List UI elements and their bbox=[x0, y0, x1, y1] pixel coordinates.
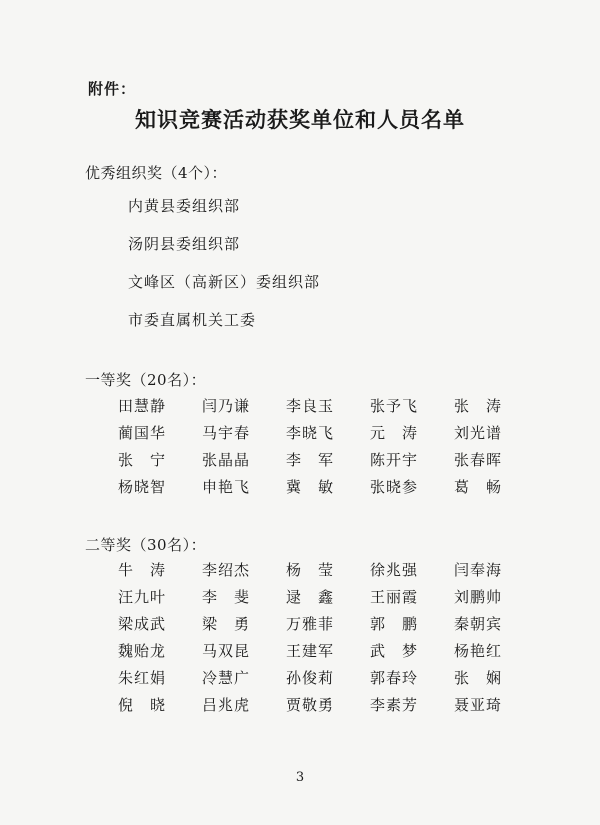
awardee-name: 张晶晶 bbox=[202, 451, 251, 469]
awardee-name: 王建军 bbox=[286, 642, 335, 660]
awardee-name: 葛 畅 bbox=[454, 478, 503, 496]
first-prize-names bbox=[118, 393, 518, 501]
organization-award-item: 汤阴县委组织部 bbox=[128, 235, 241, 253]
awardee-name: 聂亚琦 bbox=[454, 696, 503, 714]
awardee-name: 申艳飞 bbox=[202, 478, 251, 496]
awardee-name: 田慧静 bbox=[118, 397, 167, 415]
organization-award-item: 市委直属机关工委 bbox=[128, 311, 257, 329]
awardee-name: 倪 晓 bbox=[118, 696, 167, 714]
awardee-name: 梁 勇 bbox=[202, 615, 251, 633]
awardee-name: 汪九叶 bbox=[118, 588, 167, 606]
awardee-name: 武 梦 bbox=[370, 642, 419, 660]
awardee-name: 张 涛 bbox=[454, 397, 503, 415]
awardee-name: 李素芳 bbox=[370, 696, 419, 714]
awardee-name: 陈开宇 bbox=[370, 451, 419, 469]
awardee-name: 李 军 bbox=[286, 451, 335, 469]
awardee-name: 杨艳红 bbox=[454, 642, 503, 660]
awardee-name: 李良玉 bbox=[286, 397, 335, 415]
awardee-name: 李晓飞 bbox=[286, 424, 335, 442]
awardee-name: 马双昆 bbox=[202, 642, 251, 660]
awardee-name: 牛 涛 bbox=[118, 561, 167, 579]
awardee-name: 冷慧广 bbox=[202, 669, 251, 687]
awardee-name: 梁成武 bbox=[118, 615, 167, 633]
awardee-name: 张 娴 bbox=[454, 669, 503, 687]
awardee-name: 张春晖 bbox=[454, 451, 503, 469]
awardee-name: 杨 莹 bbox=[286, 561, 335, 579]
organization-award-heading: 优秀组织奖（4个）： bbox=[85, 164, 228, 182]
first-prize-heading: 一等奖（20名）： bbox=[85, 371, 207, 389]
awardee-name: 蔺国华 bbox=[118, 424, 167, 442]
awardee-name: 孙俊莉 bbox=[286, 669, 335, 687]
awardee-name: 张 宁 bbox=[118, 451, 167, 469]
awardee-name: 吕兆虎 bbox=[202, 696, 251, 714]
awardee-name: 闫奉海 bbox=[454, 561, 503, 579]
awardee-name: 元 涛 bbox=[370, 424, 419, 442]
awardee-name: 李 斐 bbox=[202, 588, 251, 606]
awardee-name: 闫乃谦 bbox=[202, 397, 251, 415]
awardee-name: 郭 鹏 bbox=[370, 615, 419, 633]
awardee-name: 逯 鑫 bbox=[286, 588, 335, 606]
awardee-name: 张晓参 bbox=[370, 478, 419, 496]
second-prize-names bbox=[118, 557, 518, 719]
awardee-name: 刘光谱 bbox=[454, 424, 503, 442]
awardee-name: 魏贻龙 bbox=[118, 642, 167, 660]
awardee-name: 万雅菲 bbox=[286, 615, 335, 633]
awardee-name: 杨晓智 bbox=[118, 478, 167, 496]
awardee-name: 刘鹏帅 bbox=[454, 588, 503, 606]
page-number: 3 bbox=[295, 770, 305, 785]
awardee-name: 马宇春 bbox=[202, 424, 251, 442]
awardee-name: 贾敬勇 bbox=[286, 696, 335, 714]
awardee-name: 朱红娟 bbox=[118, 669, 167, 687]
awardee-name: 王丽霞 bbox=[370, 588, 419, 606]
document-title: 知识竞赛活动获奖单位和人员名单 bbox=[135, 107, 465, 132]
attachment-label: 附件： bbox=[88, 80, 137, 98]
awardee-name: 徐兆强 bbox=[370, 561, 419, 579]
awardee-name: 李绍杰 bbox=[202, 561, 251, 579]
awardee-name: 冀 敏 bbox=[286, 478, 335, 496]
awardee-name: 郭春玲 bbox=[370, 669, 419, 687]
organization-award-item: 内黄县委组织部 bbox=[128, 197, 241, 215]
organization-award-item: 文峰区（高新区）委组织部 bbox=[128, 273, 321, 291]
awardee-name: 张予飞 bbox=[370, 397, 419, 415]
second-prize-heading: 二等奖（30名）： bbox=[85, 536, 207, 554]
awardee-name: 秦朝宾 bbox=[454, 615, 503, 633]
